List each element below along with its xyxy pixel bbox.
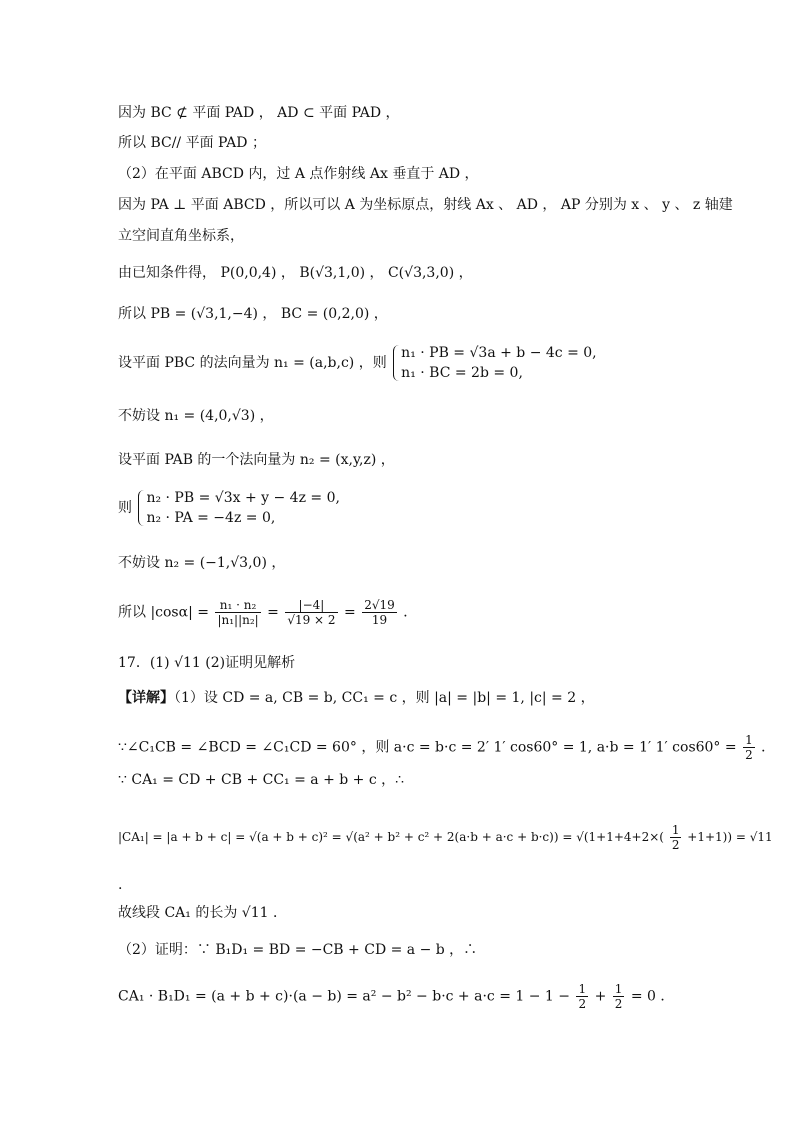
- fraction-numerator: 1: [578, 982, 587, 996]
- fraction-cos: [215, 598, 260, 627]
- answer-17-line: 17．(1) √11 (2)证明见解析: [118, 655, 296, 671]
- line-13-suffix: ．: [403, 604, 418, 621]
- fraction-numerator: 1: [671, 823, 680, 837]
- line-8-prefix: 设平面 PBC 的法向量为 n₁ = (a,b,c) ，则: [118, 355, 387, 371]
- detail-line-3: ∵ CA₁ = CD + CB + CC₁ = a + b + c ，∴: [118, 772, 405, 788]
- text-line-10: 设平面 PAB 的一个法向量为 n₂ = (x,y,z) ，: [118, 452, 395, 468]
- fraction-numerator: 2√19: [364, 598, 395, 612]
- fraction-value: [285, 598, 337, 627]
- detail-line-2-suffix: ．: [761, 739, 776, 756]
- detail-line-2-prefix: ∵∠C₁CB = ∠BCD = ∠C₁CD = 60° ，则 a·c = b·c = 2′ 1′ cos60° = 1, a·b = 1′ 1′ cos60° =: [118, 739, 737, 756]
- fraction-denominator: 2: [614, 997, 623, 1011]
- text-line-11: [118, 488, 340, 528]
- fraction-numerator: 1: [745, 733, 753, 747]
- fraction-half: [670, 823, 682, 852]
- system-row-1: n₁ · PB = √3a + b − 4c = 0,: [401, 345, 597, 361]
- line-13-prefix: 所以 |cosα| =: [118, 604, 209, 621]
- detail-line-5: 故线段 CA₁ 的长为 √11 ．: [118, 905, 287, 921]
- detail-dot: .: [118, 877, 123, 893]
- text-line-3: （2）在平面 ABCD 内，过 A 点作射线 Ax 垂直于 AD ，: [118, 166, 479, 182]
- text-line-8: [118, 343, 597, 383]
- detail-line-7-prefix: CA₁ · B₁D₁ = (a + b + c)·(a − b) = a² − b² − b·c + a·c = 1 − 1 −: [118, 988, 571, 1005]
- fraction-half: [743, 733, 755, 762]
- line-11-prefix: 则: [118, 500, 132, 516]
- detail-line-1-text: （1）设 CD = a, CB = b, CC₁ = c ，则 |a| = |b| = 1, |c| = 2 ，: [174, 690, 595, 706]
- fraction-denominator: √19 × 2: [287, 613, 336, 627]
- detail-line-4: [118, 823, 773, 852]
- text-line-1: 因为 BC ⊄ 平面 PAD ， AD ⊂ 平面 PAD ，: [118, 105, 400, 121]
- text-line-13: 所以 |cosα| = $\frac{\text{n₁ · n₂}}{\text{|n₁||n₂|}}$ = $\frac{|-4|}{√19 \times 2}$ = $\frac{2√19}{19}$ ．: [118, 598, 418, 627]
- detail-line-2: [118, 733, 775, 762]
- system-row-1: n₂ · PB = √3x + y − 4z = 0,: [146, 490, 340, 506]
- fraction-numerator: n₁ · n₂: [215, 598, 260, 613]
- detail-line-6: （2）证明：∵ B₁D₁ = BD = −CB + CD = a − b ，∴: [118, 942, 478, 958]
- fraction-half: [613, 982, 625, 1011]
- detail-line-7-mid: +: [594, 988, 607, 1005]
- detail-line-1: [118, 688, 595, 708]
- text-line-4: 因为 PA ⊥ 平面 ABCD ，所以可以 A 为坐标原点，射线 Ax 、 AD ， AP 分别为 x 、 y 、 z 轴建: [118, 197, 733, 213]
- text-line-7: 所以 PB = (√3,1,−4) ， BC = (0,2,0) ，: [118, 306, 388, 322]
- fraction-result: [362, 598, 397, 627]
- fraction-denominator: 2: [745, 748, 753, 762]
- detail-heading: 【详解】: [118, 690, 174, 706]
- system-row-2: n₁ · BC = 2b = 0,: [401, 365, 523, 381]
- detail-line-4-prefix: |CA₁| = |a + b + c| = √(a + b + c)² = √(a² + b² + c² + 2(a·b + a·c + b·c)) = √(1+1+4+2×(: [118, 830, 664, 844]
- fraction-denominator: 19: [371, 613, 388, 627]
- equation-system-pbc: [391, 343, 596, 383]
- fraction-numerator: |−4|: [285, 598, 337, 613]
- detail-line-4-suffix: +1+1)) = √11: [687, 830, 773, 844]
- detail-line-7: [118, 982, 674, 1011]
- fraction-denominator: 2: [671, 838, 680, 852]
- fraction-denominator: |n₁||n₂|: [217, 613, 259, 627]
- text-line-2: 所以 BC// 平面 PAD ；: [118, 135, 266, 151]
- system-row-2: n₂ · PA = −4z = 0,: [146, 510, 276, 526]
- fraction-denominator: 2: [578, 997, 587, 1011]
- text-line-6: 由已知条件得， P(0,0,4) ， B(√3,1,0) ， C(√3,3,0) ，: [118, 265, 473, 281]
- detail-line-7-suffix: = 0 ．: [630, 988, 675, 1005]
- fraction-half: [576, 982, 588, 1011]
- equation-system-pab: [136, 488, 339, 528]
- text-line-9: 不妨设 n₁ = (4,0,√3) ，: [118, 408, 274, 424]
- text-line-12: 不妨设 n₂ = (−1,√3,0) ，: [118, 555, 286, 571]
- fraction-numerator: 1: [614, 982, 623, 996]
- text-line-5: 立空间直角坐标系，: [118, 228, 244, 244]
